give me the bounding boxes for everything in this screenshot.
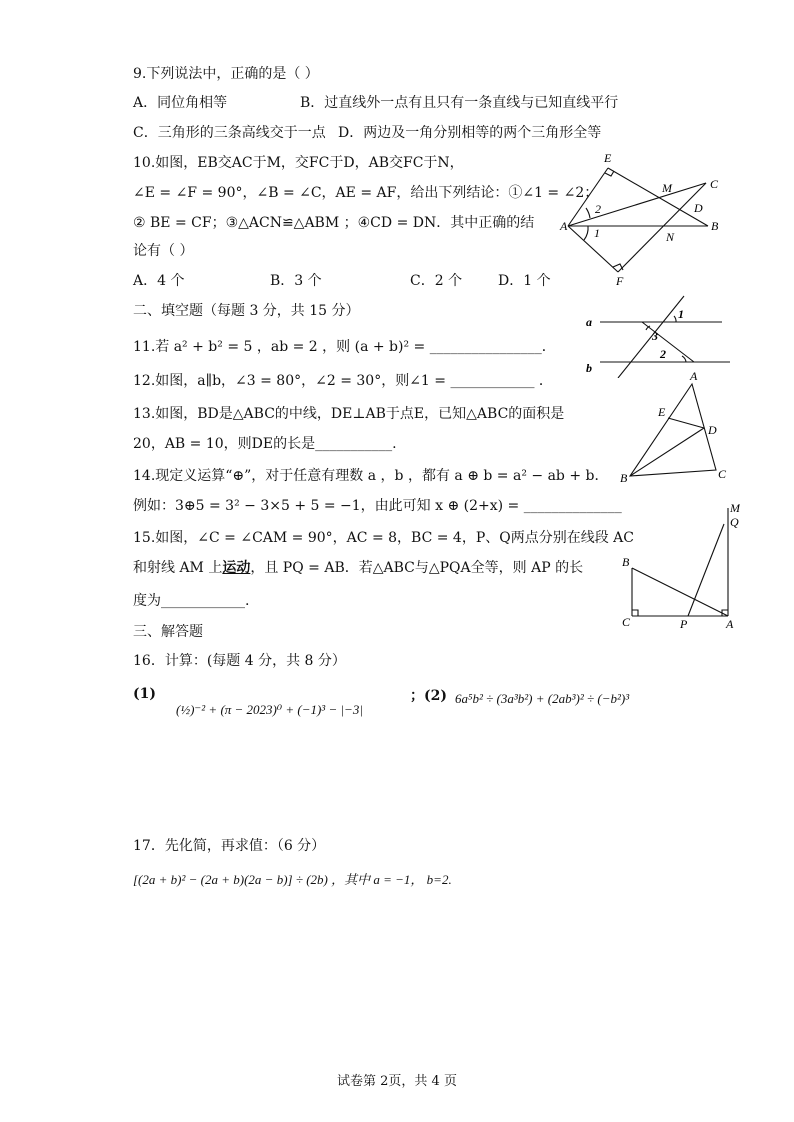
figure-q15	[618, 500, 740, 630]
q10-option-a: A．4 个	[133, 273, 185, 289]
fig15-label-B: B	[622, 555, 630, 569]
q11: 11.若 a² + b² = 5 ，ab = 2 ，则 (a + b)² = ________________．	[133, 339, 556, 355]
fig10-line-AE	[568, 168, 608, 226]
q10-option-c: C．2 个	[410, 273, 463, 289]
q16-part1-label: (1)	[133, 686, 156, 702]
q14-line1: 14.现定义运算“⊕”，对于任意有理数 a ，b ，都有 a ⊕ b = a² − ab + b．	[133, 468, 609, 484]
fig10-angle-1-arc	[584, 226, 588, 240]
fig12-slant-line	[642, 322, 694, 362]
fig13-label-D: D	[708, 423, 717, 437]
fig10-line-AF	[568, 226, 618, 272]
q15-line3: 度为____________.	[133, 593, 250, 609]
q16-part2-expression: 6a⁵b² ÷ (3a³b²) + (2ab³)² ÷ (−b²)³	[455, 691, 630, 706]
fig10-label-A: A	[560, 219, 568, 233]
fig10-label-C: C	[710, 177, 719, 191]
fig10-line-EB	[608, 168, 708, 226]
q9-stem: 9.下列说法中，正确的是（ ）	[133, 66, 319, 82]
q10-line1: 10.如图，EB交AC于M，交FC于D，AB交FC于N，	[133, 155, 464, 171]
fig13-triangle-ABC	[630, 384, 716, 476]
q17-stem: 17．先化简，再求值：（6 分）	[133, 838, 326, 854]
fig13-label-C: C	[718, 467, 727, 481]
fig10-label-B: B	[711, 219, 719, 233]
q12: 12.如图，a∥b，∠3 = 80°，∠2 = 30°，则∠1 = ____________ ．	[133, 373, 553, 389]
fig10-label-2: 2	[595, 202, 601, 216]
q15-line1: 15.如图，∠C = ∠CAM = 90°，AC = 8，BC = 4，P、Q两点分别在线段 AC	[133, 530, 634, 546]
fig13-label-A: A	[690, 369, 698, 383]
q15-line2-pre: 和射线 AM 上	[133, 560, 223, 576]
fig15-label-P: P	[680, 617, 688, 630]
fig15-label-M: M	[730, 501, 740, 515]
q10-option-d: D．1 个	[498, 273, 551, 289]
fig10-label-F: F	[616, 274, 624, 288]
fig13-label-B: B	[620, 471, 628, 485]
q17-expression: [(2a + b)² − (2a + b)(2a − b)] ÷ (2b) ，其中 a = −1， b=2.	[133, 872, 452, 887]
fig12-angle-1-arc	[674, 316, 676, 322]
q9-option-a: A．同位角相等	[133, 95, 228, 111]
fig10-label-D: D	[694, 201, 703, 215]
q15-line2-post: ，且 PQ = AB．若△ABC与△PQA全等，则 AP 的长	[250, 560, 584, 576]
q14-line2: 例如：3⊕5 = 3² − 3×5 + 5 = −1，由此可知 x ⊕ (2+x) = ______________	[133, 498, 622, 514]
fig12-label-2: 2	[660, 347, 666, 361]
figure-q10	[558, 146, 728, 288]
fig10-angle-2-arc	[586, 208, 590, 218]
fig13-label-E: E	[658, 405, 666, 419]
fig12-label-b: b	[586, 361, 592, 375]
q9-option-d: D．两边及一角分别相等的两个三角形全等	[338, 125, 602, 141]
q16-part1-expression: (½)⁻² + (π − 2023)⁰ + (−1)³ − |−3|	[176, 702, 363, 717]
fig10-right-angle-E	[605, 171, 614, 176]
fig10-label-E: E	[604, 151, 612, 165]
fig15-label-A: A	[726, 617, 734, 630]
fig15-label-C: C	[622, 615, 631, 629]
q9-option-b: B．过直线外一点有且只有一条直线与已知直线平行	[300, 95, 619, 111]
q13-line1: 13.如图，BD是△ABC的中线，DE⊥AB于点E，已知△ABC的面积是	[133, 406, 565, 422]
q10-option-b: B．3 个	[270, 273, 322, 289]
fig15-line-AB	[632, 568, 728, 616]
q16-stem: 16．计算：(每题 4 分，共 8 分）	[133, 653, 346, 669]
q15-emphasis-motion: 运动	[222, 560, 251, 576]
fig13-line-DE	[668, 418, 704, 428]
fig12-label-1: 1	[678, 307, 684, 321]
q15-line2	[133, 558, 583, 578]
figure-q12	[582, 294, 732, 378]
fig12-angle-2-arc	[682, 356, 686, 362]
fig15-right-angle-C	[632, 610, 638, 616]
fig10-label-M: M	[662, 181, 672, 195]
section-3-heading: 三、解答题	[133, 624, 203, 640]
fig13-median-BD	[630, 428, 704, 476]
fig15-label-Q: Q	[730, 515, 739, 529]
q9-option-c: C．三角形的三条高线交于一点	[133, 125, 326, 141]
section-2-heading: 二、填空题（每题 3 分，共 15 分）	[133, 303, 360, 319]
fig12-label-3: 3	[652, 329, 658, 343]
page-footer: 试卷第 2页，共 4 页	[337, 1074, 457, 1089]
q10-line2: ∠E = ∠F = 90°，∠B = ∠C，AE = AF，给出下列结论：①∠1 = ∠2；	[133, 185, 599, 201]
q13-line2: 20，AB = 10，则DE的长是___________.	[133, 436, 397, 452]
fig12-label-a: a	[586, 315, 592, 329]
fig12-transversal	[618, 296, 684, 378]
fig15-line-PQ	[688, 524, 724, 616]
fig10-label-1: 1	[594, 226, 600, 240]
q10-line3: ② BE = CF；③△ACN≌△ABM ；④CD = DN．其中正确的结	[133, 215, 535, 231]
fig10-label-N: N	[666, 230, 675, 244]
q10-line4: 论有（ ）	[133, 243, 194, 259]
figure-q13	[618, 368, 736, 486]
q16-part2-label: ；(2)	[410, 688, 447, 704]
